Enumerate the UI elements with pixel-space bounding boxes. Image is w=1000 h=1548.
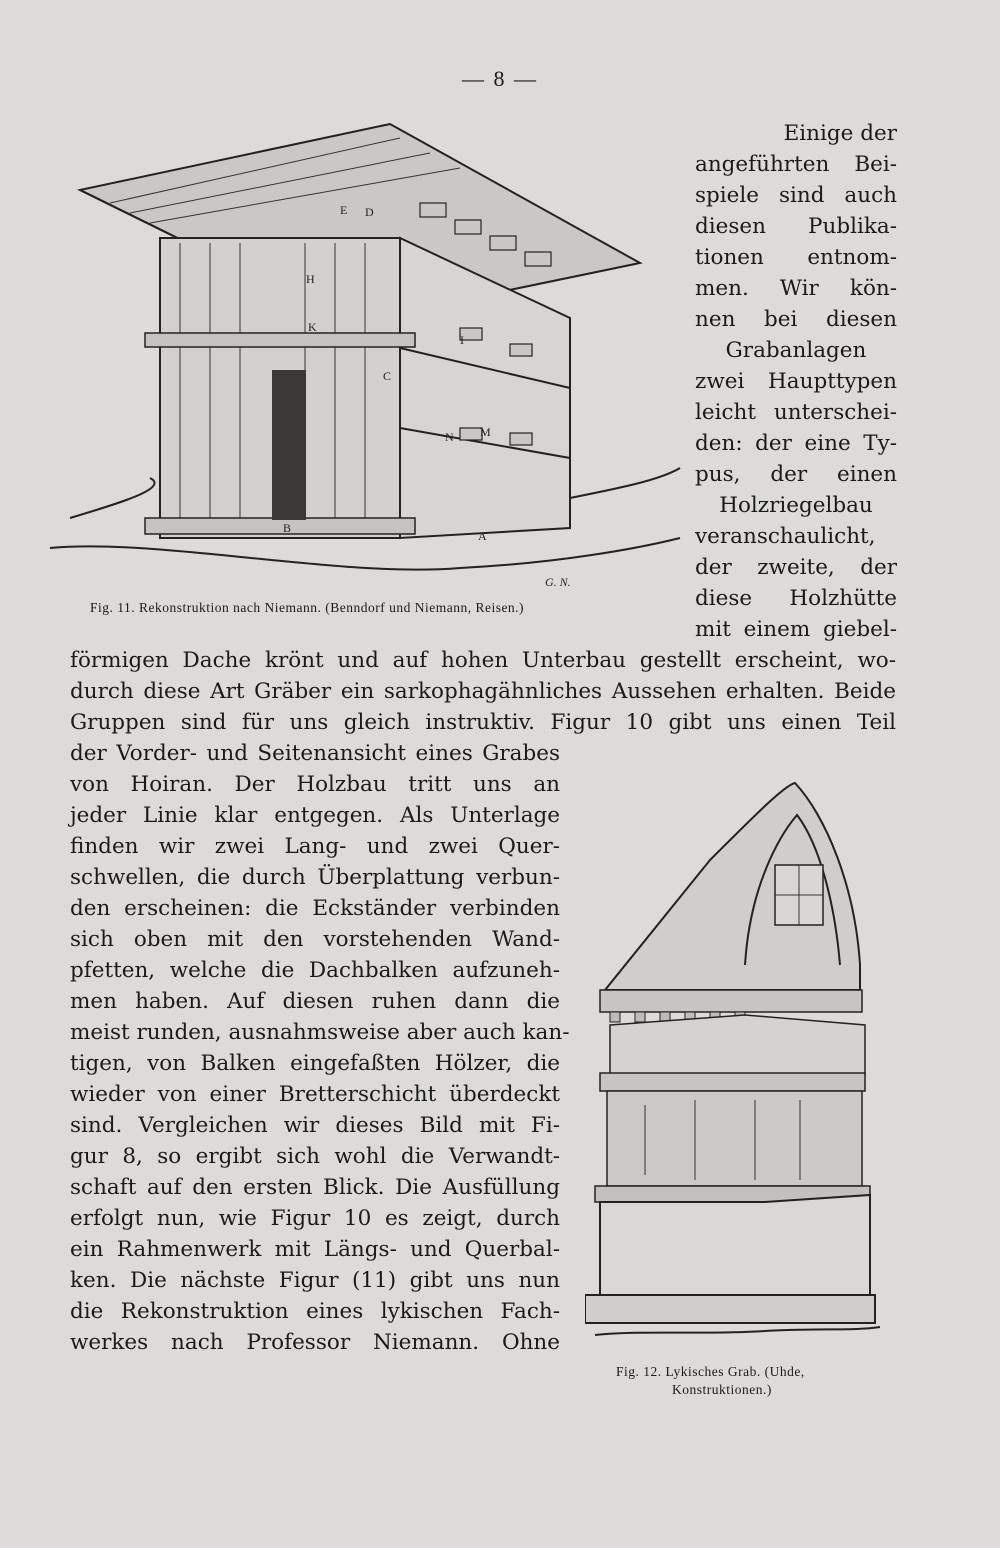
- text-line: diesen Publika-: [695, 214, 897, 239]
- figure-11-label-e: E: [340, 203, 348, 217]
- figure-11-label-n: N: [445, 430, 454, 444]
- text-line: men haben. Auf diesen ruhen dann die: [70, 989, 560, 1014]
- text-line: Gruppen sind für uns gleich instruktiv. Figur 10 gibt uns einen Teil: [70, 710, 896, 735]
- figure-11-label-h: H: [306, 272, 315, 286]
- page-number: — 8 —: [462, 66, 538, 91]
- text-line: jeder Linie klar entgegen. Als Unterlage: [70, 803, 560, 828]
- text-line: der Vorder- und Seitenansicht eines Grabes: [70, 741, 560, 766]
- text-line: erfolgt nun, wie Figur 10 es zeigt, durch: [70, 1206, 560, 1231]
- text-line: leicht unterschei-: [695, 400, 897, 425]
- text-line: Holzriegelbau: [719, 493, 873, 518]
- figure-12-caption-line-2: Konstruktionen.): [672, 1382, 772, 1397]
- text-line: die Rekonstruktion eines lykischen Fach-: [70, 1299, 560, 1324]
- text-line: pfetten, welche die Dachbalken aufzuneh-: [70, 958, 560, 983]
- figure-11-signature: G. N.: [545, 575, 571, 589]
- text-line: den: der eine Ty-: [695, 431, 897, 456]
- text-line: veranschaulicht,: [695, 524, 876, 549]
- text-line: spiele sind auch: [695, 183, 897, 208]
- text-line: finden wir zwei Lang- und zwei Quer-: [70, 834, 560, 859]
- figure-11-label-k: K: [308, 320, 317, 334]
- text-line: von Hoiran. Der Holzbau tritt uns an: [70, 772, 560, 797]
- text-line: wieder von einer Bretterschicht überdeckt: [70, 1082, 560, 1107]
- figure-11-label-m: M: [480, 425, 491, 439]
- text-line: Grabanlagen: [725, 338, 867, 363]
- text-line: ein Rahmenwerk mit Längs- und Querbal-: [70, 1237, 560, 1262]
- text-line: Einige der: [783, 121, 897, 146]
- text-line: gur 8, so ergibt sich wohl die Verwandt-: [70, 1144, 560, 1169]
- text-line: den erscheinen: die Eckständer verbinden: [70, 896, 560, 921]
- figure-11-caption: Fig. 11. Rekonstruktion nach Niemann. (Benndorf und Niemann, Reisen.): [90, 600, 525, 615]
- text-line: förmigen Dache krönt und auf hohen Unterbau gestellt erscheint, wo-: [70, 648, 896, 673]
- figure-11-label-d: D: [365, 205, 374, 219]
- text-line: sich oben mit den vorstehenden Wand-: [70, 927, 560, 952]
- figure-11-label-c: C: [383, 369, 392, 383]
- text-line: werkes nach Professor Niemann. Ohne: [70, 1330, 560, 1355]
- figure-11-illustration: [40, 108, 690, 598]
- text-line: ken. Die nächste Figur (11) gibt uns nun: [70, 1268, 560, 1293]
- text-line: schwellen, die durch Überplattung verbun-: [70, 865, 560, 890]
- text-line: angeführten Bei-: [695, 152, 897, 177]
- text-line: sind. Vergleichen wir dieses Bild mit Fi-: [70, 1113, 560, 1138]
- text-line: tionen entnom-: [695, 245, 897, 270]
- text-line: zwei Haupttypen: [695, 369, 897, 394]
- figure-12-caption-line-1: Fig. 12. Lykisches Grab. (Uhde,: [616, 1364, 805, 1379]
- figure-11-label-a: A: [478, 529, 487, 543]
- text-line: tigen, von Balken eingefaßten Hölzer, die: [70, 1051, 560, 1076]
- text-line: men. Wir kön-: [695, 276, 897, 301]
- text-line: meist runden, ausnahmsweise aber auch kan-: [70, 1020, 570, 1045]
- figure-11-label-b: B: [283, 521, 292, 535]
- text-line: schaft auf den ersten Blick. Die Ausfüllung: [70, 1175, 560, 1200]
- text-line: der zweite, der: [695, 555, 897, 580]
- figure-12-illustration: [585, 775, 885, 1355]
- text-line: mit einem giebel-: [695, 617, 897, 642]
- text-line: durch diese Art Gräber ein sarkophagähnliches Aussehen erhalten. Beide: [70, 679, 896, 704]
- text-line: nen bei diesen: [695, 307, 897, 332]
- text-line: diese Holzhütte: [695, 586, 897, 611]
- text-line: pus, der einen: [695, 462, 897, 487]
- figure-11-label-i: I: [460, 333, 464, 347]
